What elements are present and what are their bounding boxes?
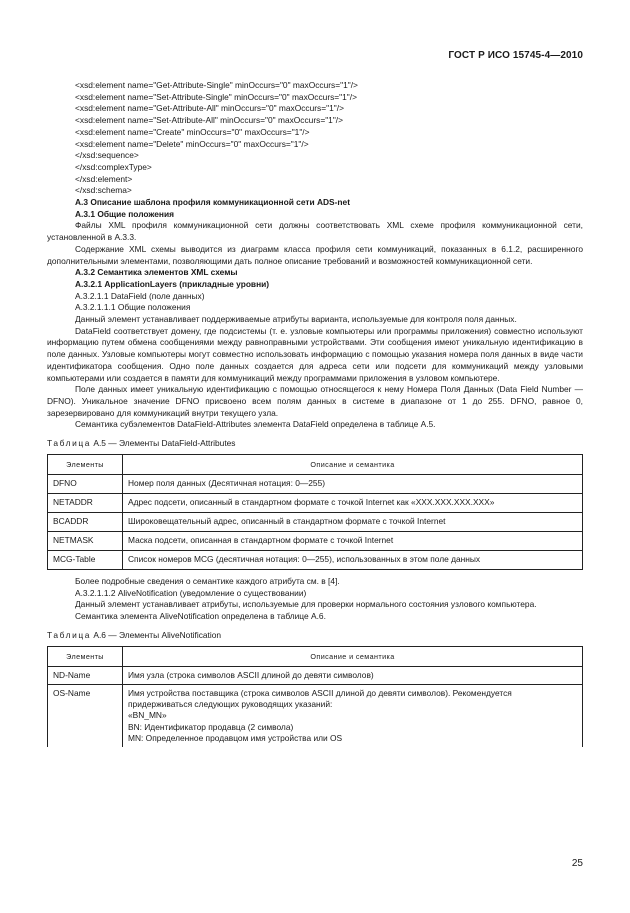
table-cell: DFNO (48, 475, 123, 494)
code-line: <xsd:element name="Delete" minOccurs="0" maxOccurs="1"/> (75, 138, 309, 149)
section-heading-a321: А.3.2.1 ApplicationLayers (прикладные уровни) (75, 278, 270, 289)
paragraph: Семантика субэлементов DataField-Attributes элемента DataField определена в таблице А.5. (75, 419, 436, 430)
table-cell: ND-Name (48, 666, 123, 684)
paragraph: Файлы XML профиля коммуникационной сети должны соответствовать XML схеме профиля коммуникационной сети, установленной в А.3.3. (47, 220, 583, 243)
page-content (47, 80, 583, 747)
code-line: <xsd:element name="Set-Attribute-All" minOccurs="0" maxOccurs="1"/> (75, 115, 344, 126)
table-row (48, 513, 583, 532)
table-row (48, 475, 583, 494)
paragraph: Более подробные сведения о семантике каждого атрибута см. в [4]. (75, 576, 340, 586)
code-line: </xsd:sequence> (75, 150, 139, 161)
paragraph: Данный элемент устанавливает поддерживаемые атрибуты варианта, используемые для контроля поля данных. (75, 314, 517, 325)
column-header: Описание и семантика (123, 646, 583, 666)
section-heading-a32: А.3.2 Семантика элементов XML схемы (75, 267, 238, 278)
standard-header: ГОСТ Р ИСО 15745-4—2010 (448, 50, 583, 61)
cell-line: «BN_MN» (128, 710, 167, 721)
cell-line: BN: Идентификатор продавца (2 символа) (128, 721, 294, 732)
table-cell: Имя узла (строка символов ASCII длиной до девяти символов) (123, 666, 583, 684)
column-header: Элементы (48, 646, 123, 666)
table-row (48, 666, 583, 684)
table-cell: NETMASK (48, 532, 123, 551)
subsection-a32111: А.3.2.1.1.1 Общие положения (75, 302, 191, 313)
code-line: <xsd:element name="Get-Attribute-All" minOccurs="0" maxOccurs="1"/> (75, 103, 344, 114)
section-heading-a3: А.3 Описание шаблона профиля коммуникационной сети ADS-net (75, 197, 350, 208)
table-cell: MCG-Table (48, 551, 123, 570)
paragraph: Содержание XML схемы выводится из диаграмм класса профиля сети коммуникаций, показанных в 6.1.2, расширенного дополнительными элементами, позволяющими дать полное описание требований и возможностей коммуникационной сети. (47, 243, 583, 266)
code-line: </xsd:element> (75, 173, 133, 184)
table-cell: Маска подсети, описанная в стандартном формате с точкой Internet (123, 532, 583, 551)
code-line: <xsd:element name="Get-Attribute-Single" minOccurs="0" maxOccurs="1"/> (75, 80, 358, 90)
table-cell: NETADDR (48, 494, 123, 513)
subsection-a3212: А.3.2.1.1.2 AliveNotification (уведомление о существовании) (75, 587, 307, 598)
code-line: <xsd:element name="Create" minOccurs="0" maxOccurs="1"/> (75, 126, 310, 137)
section-heading-a31: А.3.1 Общие положения (75, 208, 174, 219)
column-header: Описание и семантика (123, 454, 583, 474)
table-cell-multiline (123, 684, 583, 747)
paragraph: Поле данных имеет уникальную идентификацию с помощью относящегося к нему Номера Поля Данных (Data Field Number — DFNO). Уникальное значение DFNO присвоено всем полям данных в системе в диапазоне от 1 до 255. DFNO, равное 0, зарезервировано для коммуникаций внутри текущего узла. (47, 384, 583, 418)
code-line: </xsd:schema> (75, 185, 132, 196)
table-a5 (47, 454, 583, 570)
paragraph: DataField соответствует домену, где подсистемы (т. е. узловые компьютеры или программы приложения) совместно используют информацию путем обмена сообщениями между равноправными устройствами. Эти сообщения имеют уникальную идентификацию в поле данных. Узловые компьютеры могут совместно использовать информацию с помощью указания номера поля данных в виде части идентификатора сообщения. Одно поле данных создается для адреса сети или подсети для коммуникаций между узловыми компьютерами или создается в памяти для коммуникаций между программами приложения в узловом компьютере. (47, 325, 583, 383)
code-line: <xsd:element name="Set-Attribute-Single" minOccurs="0" maxOccurs="1"/> (75, 91, 358, 102)
table-header-row (48, 646, 583, 666)
table-cell: Номер поля данных (Десятичная нотация: 0—255) (123, 475, 583, 494)
cell-line: MN: Определенное продавцом имя устройства или OS (128, 732, 343, 743)
code-line: </xsd:complexType> (75, 161, 152, 172)
paragraph: Семантика элемента AliveNotification определена в таблице А.6. (75, 611, 326, 622)
page-number: 25 (571, 858, 583, 869)
table-cell: BCADDR (48, 513, 123, 532)
cell-line: Имя устройства поставщика (строка символов ASCII длиной до девяти символов). Рекомендуется придерживаться следующих руководящих указаний: (128, 687, 512, 710)
table-a5-caption: Таблица А.5 — Элементы DataField-Attributes (47, 438, 236, 449)
table-row (48, 551, 583, 570)
table-a6 (47, 646, 583, 747)
table-a6-caption: Таблица А.6 — Элементы AliveNotification (47, 629, 222, 640)
subsection-a3211: А.3.2.1.1 DataField (поле данных) (75, 290, 205, 301)
table-cell: OS-Name (48, 684, 123, 747)
xml-code-block (47, 80, 583, 197)
table-header-row (48, 454, 583, 474)
table-row (48, 532, 583, 551)
table-row (48, 494, 583, 513)
table-cell: Список номеров MCG (десятичная нотация: 0—255), использованных в этом поле данных (123, 551, 583, 570)
column-header: Элементы (48, 454, 123, 474)
table-cell: Широковещательный адрес, описанный в стандартном формате с точкой Internet (123, 513, 583, 532)
table-cell: Адрес подсети, описанный в стандартном формате с точкой Internet как «XXX.XXX.XXX.XXX» (123, 494, 583, 513)
table-row (48, 684, 583, 747)
paragraph: Данный элемент устанавливает атрибуты, используемые для проверки нормального состояния узлового компьютера. (75, 599, 537, 610)
